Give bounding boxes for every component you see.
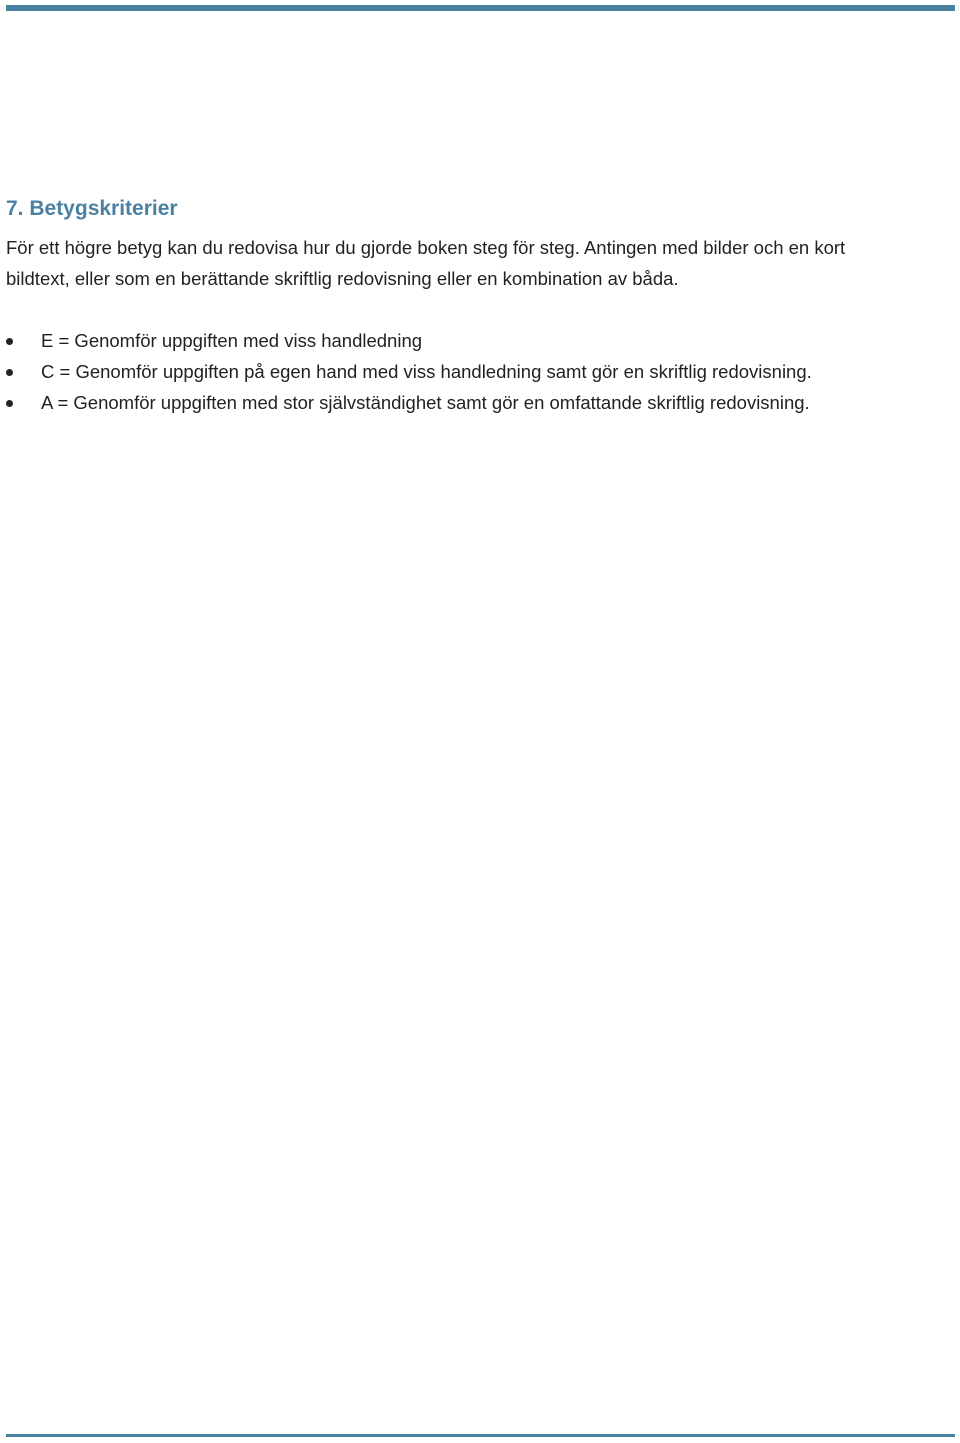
criteria-list [0,325,960,418]
intro-line: För ett högre betyg kan du redovisa hur du gjorde boken steg för steg. Antingen med bilder och en kort [6,237,846,258]
bullet-icon [6,338,13,345]
criteria-item-c [0,356,960,387]
section-heading: 7. Betygskriterier [6,197,178,220]
criteria-text: E = Genomför uppgiften med viss handledning [41,330,423,351]
criteria-text: A = Genomför uppgiften med stor självständighet samt gör en omfattande skriftlig redovisning. [41,392,810,413]
top-rule [6,5,955,11]
intro-line: bildtext, eller som en berättande skriftlig redovisning eller en kombination av båda. [6,268,679,289]
bottom-rule [6,1434,955,1437]
intro-paragraph [6,232,906,294]
criteria-text: C = Genomför uppgiften på egen hand med viss handledning samt gör en skriftlig redovisning. [41,361,812,382]
criteria-item-a [0,387,960,418]
bullet-icon [6,400,13,407]
criteria-item-e [0,325,960,356]
bullet-icon [6,369,13,376]
